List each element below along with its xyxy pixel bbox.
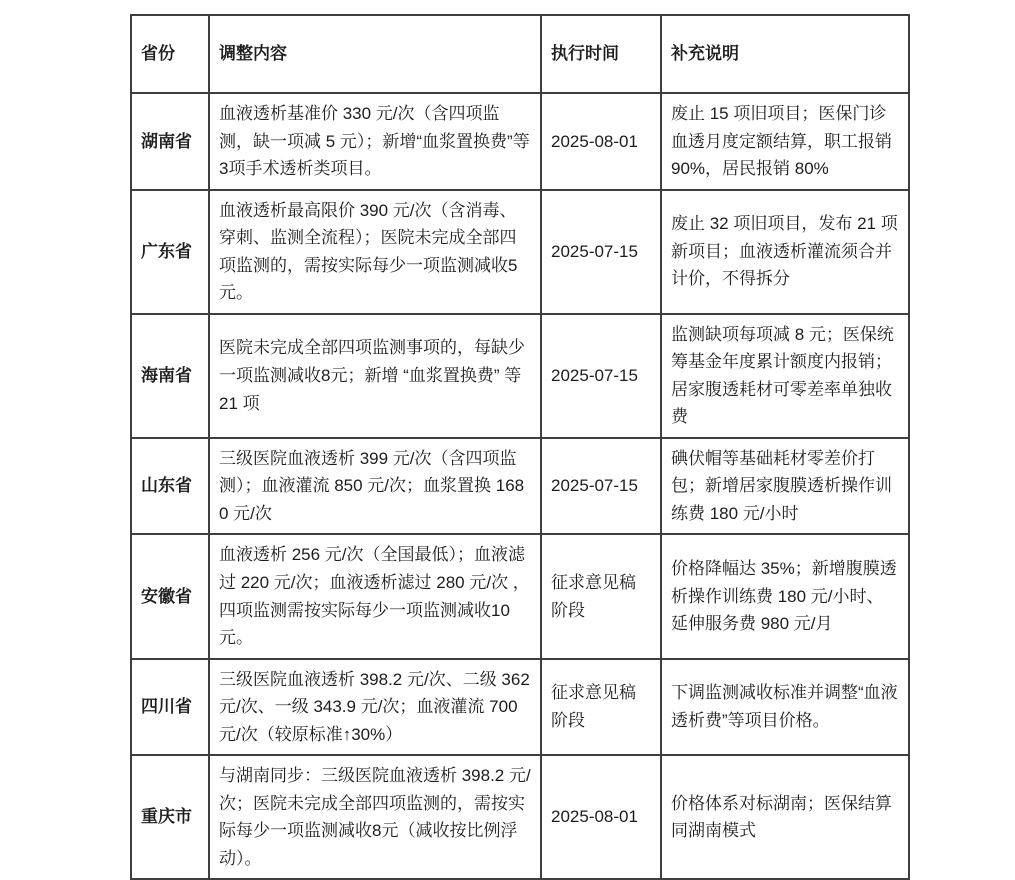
table-row: [131, 190, 909, 314]
header-row: [131, 15, 909, 93]
supplementary-notes-cell: 废止 15 项旧项目；医保门诊血透月度定额结算，职工报销 90%，居民报销 80%: [661, 93, 909, 190]
supplementary-notes-cell: 碘伏帽等基础耗材零差价打包；新增居家腹膜透析操作训练费 180 元/小时: [661, 438, 909, 535]
execution-time-cell: 征求意见稿阶段: [541, 534, 661, 658]
table-row: [131, 534, 909, 658]
province-cell: 山东省: [131, 438, 209, 535]
column-header-notes: 补充说明: [661, 15, 909, 93]
province-cell: 重庆市: [131, 755, 209, 879]
execution-time-cell: 2025-08-01: [541, 93, 661, 190]
adjustment-content-cell: 血液透析基准价 330 元/次（含四项监测，缺一项减 5 元）；新增“血浆置换费”等3项手术透析类项目。: [209, 93, 541, 190]
adjustment-content-cell: 医院未完成全部四项监测事项的，每缺少一项监测减收8元；新增 “血浆置换费” 等 21 项: [209, 314, 541, 438]
table-row: [131, 93, 909, 190]
column-header-content: 调整内容: [209, 15, 541, 93]
supplementary-notes-cell: 下调监测减收标准并调整“血液透析费”等项目价格。: [661, 659, 909, 756]
adjustment-content-cell: 血液透析 256 元/次（全国最低）；血液滤过 220 元/次；血液透析滤过 280 元/次 ，四项监测需按实际每少一项监测减收10元。: [209, 534, 541, 658]
table-row: [131, 755, 909, 879]
province-cell: 湖南省: [131, 93, 209, 190]
table-row: [131, 438, 909, 535]
execution-time-cell: 2025-08-01: [541, 755, 661, 879]
adjustment-content-cell: 血液透析最高限价 390 元/次（含消毒、穿刺、监测全流程）；医院未完成全部四项监测的，需按实际每少一项监测减收5元。: [209, 190, 541, 314]
province-cell: 安徽省: [131, 534, 209, 658]
execution-time-cell: 2025-07-15: [541, 190, 661, 314]
supplementary-notes-cell: 价格体系对标湖南；医保结算同湖南模式: [661, 755, 909, 879]
column-header-province: 省份: [131, 15, 209, 93]
execution-time-cell: 征求意见稿阶段: [541, 659, 661, 756]
adjustment-content-cell: 与湖南同步：三级医院血液透析 398.2 元/次；医院未完成全部四项监测的，需按实际每少一项监测减收8元（减收按比例浮动）。: [209, 755, 541, 879]
dialysis-pricing-table: [130, 14, 910, 880]
dialysis-pricing-table-container: [130, 14, 910, 880]
adjustment-content-cell: 三级医院血液透析 399 元/次（含四项监测）；血液灌流 850 元/次；血浆置换 1680 元/次: [209, 438, 541, 535]
province-cell: 广东省: [131, 190, 209, 314]
column-header-time: 执行时间: [541, 15, 661, 93]
table-row: [131, 314, 909, 438]
execution-time-cell: 2025-07-15: [541, 314, 661, 438]
supplementary-notes-cell: 废止 32 项旧项目，发布 21 项新项目；血液透析灌流须合并计价，不得拆分: [661, 190, 909, 314]
province-cell: 海南省: [131, 314, 209, 438]
supplementary-notes-cell: 价格降幅达 35%；新增腹膜透析操作训练费 180 元/小时、延伸服务费 980 元/月: [661, 534, 909, 658]
adjustment-content-cell: 三级医院血液透析 398.2 元/次、二级 362 元/次、一级 343.9 元/次；血液灌流 700 元/次（较原标准↑30%）: [209, 659, 541, 756]
supplementary-notes-cell: 监测缺项每项减 8 元；医保统筹基金年度累计额度内报销；居家腹透耗材可零差率单独收费: [661, 314, 909, 438]
execution-time-cell: 2025-07-15: [541, 438, 661, 535]
province-cell: 四川省: [131, 659, 209, 756]
table-row: [131, 659, 909, 756]
